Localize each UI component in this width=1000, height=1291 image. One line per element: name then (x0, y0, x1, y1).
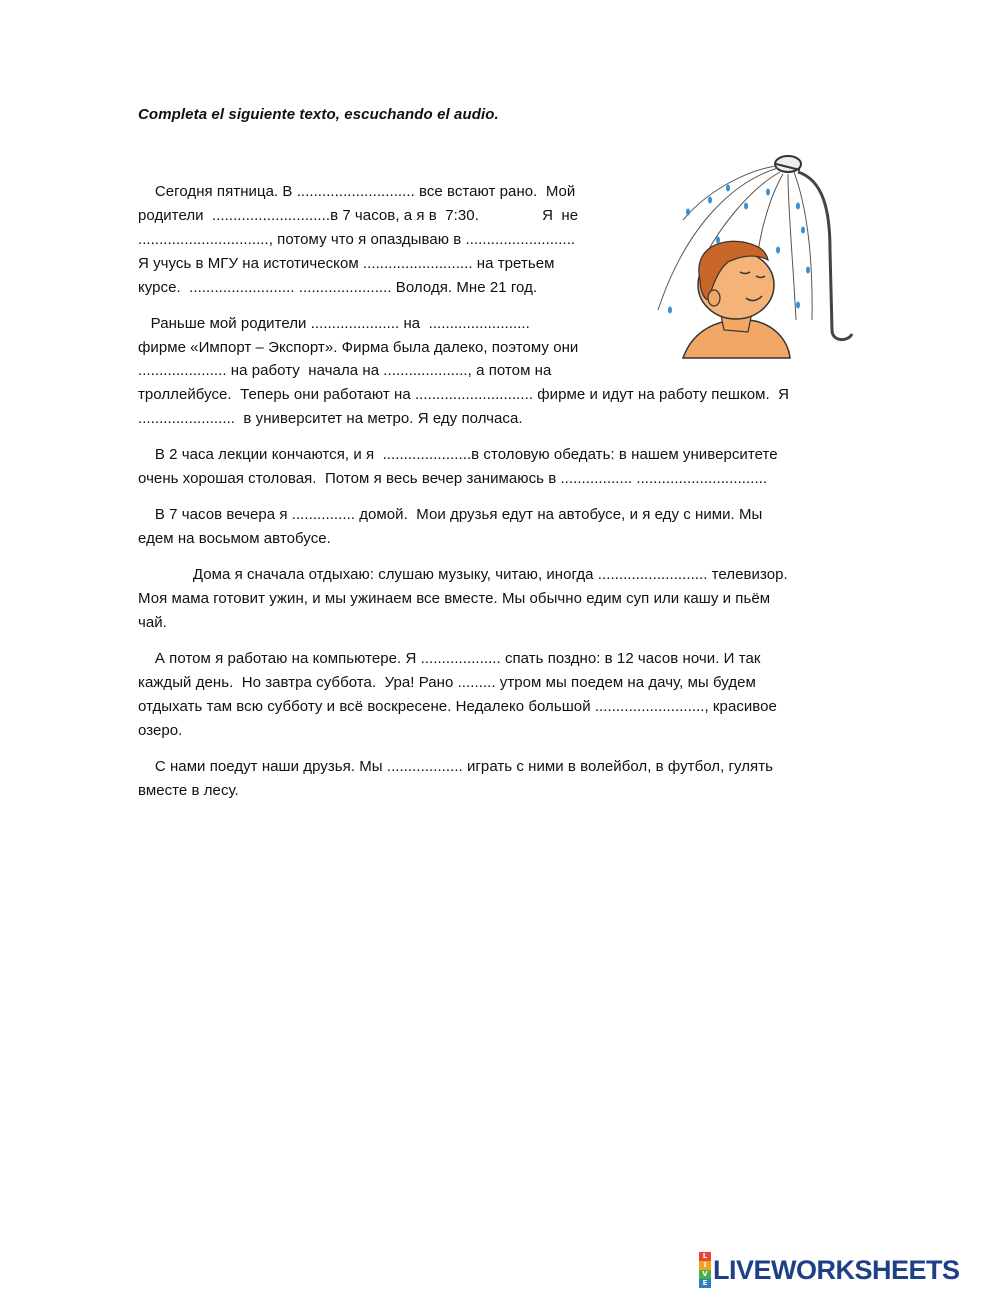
text-line: Я учусь в МГУ на истотическом .......................... на третьем (138, 255, 555, 272)
text-line: С нами поедут наши друзья. Мы .................. играть с ними в волейбол, в футбол, гулять (138, 758, 774, 775)
text-line: родители ............................в 7 часов, а я в 7:30. Я не (138, 207, 579, 224)
text-line: очень хорошая столовая. Потом я весь вечер занимаюсь в ................. ............................... (138, 470, 768, 487)
logo-badge-letter: I (699, 1261, 711, 1270)
text-line: отдыхать там всю субботу и всё воскресене. Недалеко большой .........................., красивое (138, 698, 777, 715)
text-line: едем на восьмом автобусе. (138, 530, 331, 547)
text-line: В 2 часа лекции кончаются, и я .....................в столовую обедать: в нашем университете (138, 446, 778, 463)
text-line: ..............................., потому что я опаздываю в .......................... (138, 231, 576, 248)
text-line: курсе. ......................... ...................... Володя. Мне 21 год. (138, 279, 538, 296)
text-line: озеро. (138, 722, 183, 739)
logo-text: LIVEWORKSHEETS (713, 1254, 960, 1285)
liveworksheets-logo (699, 1253, 960, 1287)
text-line: чай. (138, 614, 167, 631)
text-line: Дома я сначала отдыхаю: слушаю музыку, читаю, иногда .......................... телевизор. (138, 566, 788, 583)
text-line: Моя мама готовит ужин, и мы ужинаем все вместе. Мы обычно едим суп или кашу и пьём (138, 590, 771, 607)
text-line: А потом я работаю на компьютере. Я ................... спать поздно: в 12 часов ночи. И так (138, 650, 761, 667)
text-line: Раньше мой родители ..................... на ........................ (138, 315, 530, 332)
text-line: каждый день. Но завтра суббота. Ура! Рано ......... утром мы поедем на дачу, мы будем (138, 674, 756, 691)
text-line: В 7 часов вечера я ............... домой. Мои друзья едут на автобусе, и я еду с ними. Мы (138, 506, 763, 523)
text-line: ....................... в университет на метро. Я еду полчаса. (138, 410, 523, 427)
instruction-text: Completa el siguiente texto, escuchando el audio. (138, 106, 499, 123)
logo-badge (699, 1252, 711, 1288)
logo-badge-letter: L (699, 1252, 711, 1261)
text-line: Сегодня пятница. В ............................ все встают рано. Мой (138, 183, 576, 200)
text-line: вместе в лесу. (138, 782, 239, 799)
logo-badge-letter: E (699, 1279, 711, 1288)
logo-badge-letter: V (699, 1270, 711, 1279)
shower-boy-illustration (648, 150, 863, 362)
text-line: ..................... на работу начала на ...................., а потом на (138, 362, 552, 379)
text-line: троллейбусе. Теперь они работают на ............................ фирме и идут на работу пешком. Я (138, 386, 790, 403)
text-line: фирме «Импорт – Экспорт». Фирма была далеко, поэтому они (138, 339, 579, 356)
